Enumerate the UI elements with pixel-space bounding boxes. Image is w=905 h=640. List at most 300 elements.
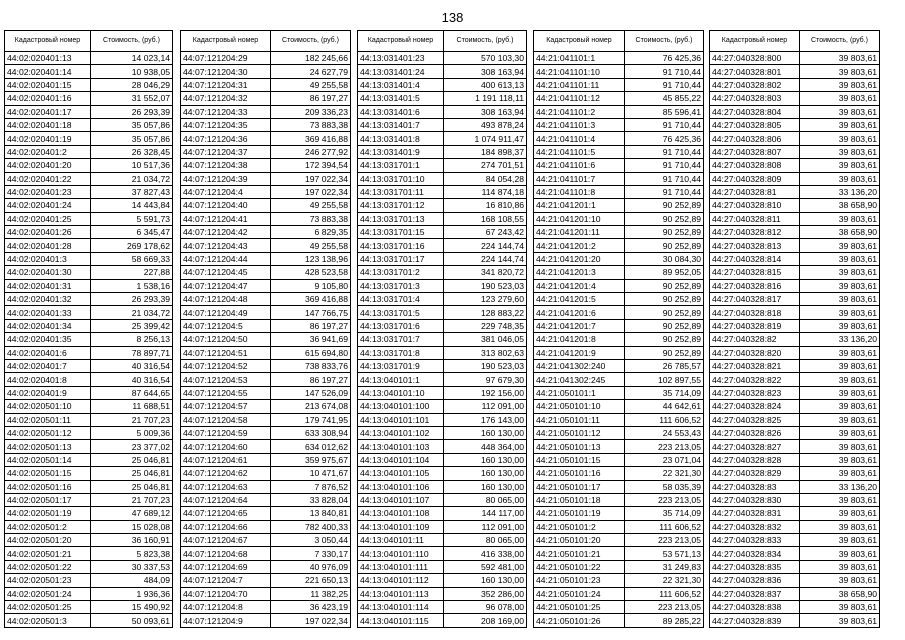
cost-cell: 50 093,61	[91, 614, 173, 627]
cadastral-number-cell: 44:21:050101:22	[534, 560, 625, 573]
cadastral-number-cell: 44:21:050101:1	[534, 386, 625, 399]
table-row	[710, 453, 880, 466]
cost-cell: 36 160,91	[91, 534, 173, 547]
table-row	[358, 293, 527, 306]
cost-cell: 111 606,52	[625, 587, 704, 600]
cadastral-number-cell: 44:02:020401:24	[5, 199, 91, 212]
cadastral-number-cell: 44:27:040328:818	[710, 306, 800, 319]
cadastral-number-cell: 44:27:040328:816	[710, 279, 800, 292]
cost-cell: 5 591,73	[91, 212, 173, 225]
cadastral-number-cell: 44:07:121204:31	[181, 78, 271, 91]
table-row	[710, 105, 880, 118]
table-row	[181, 373, 351, 386]
table-row	[710, 239, 880, 252]
cost-cell: 90 252,89	[625, 346, 704, 359]
cost-cell: 28 046,29	[91, 78, 173, 91]
table-row	[181, 159, 351, 172]
cadastral-number-cell: 44:02:020501:22	[5, 560, 91, 573]
cadastral-number-cell: 44:13:040101:106	[358, 480, 444, 493]
cost-cell: 39 803,61	[800, 426, 880, 439]
table-row	[358, 547, 527, 560]
cadastral-number-cell: 44:13:031701:17	[358, 252, 444, 265]
table-row	[534, 493, 704, 506]
cost-cell: 428 523,58	[271, 266, 351, 279]
cost-cell: 160 130,00	[444, 467, 527, 480]
table-row	[710, 346, 880, 359]
cadastral-number-cell: 44:02:020401:31	[5, 279, 91, 292]
table-row	[5, 105, 173, 118]
cost-cell: 25 046,81	[91, 480, 173, 493]
table-row	[358, 319, 527, 332]
cost-cell: 45 855,22	[625, 92, 704, 105]
cadastral-number-cell: 44:07:121204:45	[181, 266, 271, 279]
page-number: 138	[441, 10, 464, 25]
table-row	[5, 185, 173, 198]
cost-cell: 25 046,81	[91, 453, 173, 466]
table-row	[181, 467, 351, 480]
cost-cell: 223 213,05	[625, 534, 704, 547]
table-row	[710, 440, 880, 453]
cost-cell: 39 803,61	[800, 493, 880, 506]
column-header-cost: Стоимость, (руб.)	[271, 31, 351, 52]
cost-cell: 36 423,19	[271, 601, 351, 614]
cadastral-number-cell: 44:13:031701:12	[358, 199, 444, 212]
table-row	[534, 346, 704, 359]
cost-cell: 23 377,02	[91, 440, 173, 453]
table-row	[534, 159, 704, 172]
cost-cell: 224 144,74	[444, 252, 527, 265]
table-row	[5, 359, 173, 372]
cost-cell: 570 103,30	[444, 52, 527, 65]
table-row	[5, 426, 173, 439]
table-row	[534, 279, 704, 292]
table-row	[5, 413, 173, 426]
cost-cell: 39 803,61	[800, 413, 880, 426]
table-row	[534, 547, 704, 560]
cost-cell: 1 936,36	[91, 587, 173, 600]
cost-cell: 89 285,22	[625, 614, 704, 627]
table-row	[5, 145, 173, 158]
cadastral-number-cell: 44:21:041101:4	[534, 132, 625, 145]
table-row	[710, 319, 880, 332]
cadastral-number-cell: 44:07:121204:65	[181, 507, 271, 520]
cadastral-number-cell: 44:27:040328:830	[710, 493, 800, 506]
table-row	[181, 507, 351, 520]
cadastral-number-cell: 44:02:020501:12	[5, 426, 91, 439]
cadastral-number-cell: 44:27:040328:804	[710, 105, 800, 118]
cost-cell: 90 252,89	[625, 293, 704, 306]
cost-cell: 6 829,35	[271, 226, 351, 239]
cadastral-number-cell: 44:13:031701:2	[358, 266, 444, 279]
cadastral-number-cell: 44:27:040328:822	[710, 373, 800, 386]
cost-cell: 39 803,61	[800, 440, 880, 453]
cost-cell: 33 136,20	[800, 333, 880, 346]
cost-cell: 90 252,89	[625, 279, 704, 292]
table-row	[181, 306, 351, 319]
column-header-cadastral-number: Кадастровый номер	[710, 31, 800, 52]
table-row	[181, 132, 351, 145]
cost-cell: 3 050,44	[271, 534, 351, 547]
cost-cell: 26 785,57	[625, 359, 704, 372]
cadastral-number-cell: 44:21:041101:7	[534, 172, 625, 185]
cost-cell: 91 710,44	[625, 118, 704, 131]
cost-cell: 144 117,00	[444, 507, 527, 520]
cadastral-number-cell: 44:27:040328:808	[710, 159, 800, 172]
cadastral-number-cell: 44:21:050101:19	[534, 507, 625, 520]
cadastral-number-cell: 44:21:041101:8	[534, 185, 625, 198]
cadastral-number-cell: 44:07:121204:32	[181, 92, 271, 105]
table-row	[181, 560, 351, 573]
cost-cell: 39 803,61	[800, 266, 880, 279]
cost-cell: 76 425,36	[625, 52, 704, 65]
cost-cell: 782 400,33	[271, 520, 351, 533]
cost-cell: 90 252,89	[625, 199, 704, 212]
cadastral-number-cell: 44:13:031401:24	[358, 65, 444, 78]
cadastral-number-cell: 44:07:121204:64	[181, 493, 271, 506]
cadastral-number-cell: 44:02:020501:21	[5, 547, 91, 560]
table-row	[5, 212, 173, 225]
cadastral-number-cell: 44:07:121204:39	[181, 172, 271, 185]
cost-cell: 308 163,94	[444, 65, 527, 78]
cost-cell: 10 471,67	[271, 467, 351, 480]
cost-cell: 197 022,34	[271, 185, 351, 198]
cadastral-number-cell: 44:07:121204:7	[181, 574, 271, 587]
table-row	[534, 400, 704, 413]
cost-cell: 39 803,61	[800, 159, 880, 172]
cost-cell: 160 130,00	[444, 480, 527, 493]
table-row	[5, 333, 173, 346]
cost-cell: 112 091,00	[444, 400, 527, 413]
table-row	[534, 386, 704, 399]
cadastral-number-cell: 44:07:121204:52	[181, 359, 271, 372]
table-row	[181, 65, 351, 78]
table-row	[710, 306, 880, 319]
cost-cell: 176 143,00	[444, 413, 527, 426]
cadastral-number-cell: 44:21:050101:11	[534, 413, 625, 426]
table-row	[358, 52, 527, 65]
cost-cell: 86 197,27	[271, 92, 351, 105]
cost-cell: 160 130,00	[444, 453, 527, 466]
table-row	[181, 266, 351, 279]
cadastral-number-cell: 44:27:040328:825	[710, 413, 800, 426]
cost-cell: 39 803,61	[800, 105, 880, 118]
cost-cell: 90 252,89	[625, 239, 704, 252]
table-row	[534, 306, 704, 319]
cadastral-number-cell: 44:21:050101:2	[534, 520, 625, 533]
cost-cell: 39 803,61	[800, 386, 880, 399]
cadastral-number-cell: 44:21:041302:240	[534, 359, 625, 372]
table-row	[181, 453, 351, 466]
table-row	[710, 333, 880, 346]
cadastral-number-cell: 44:13:040101:102	[358, 426, 444, 439]
table-row	[5, 92, 173, 105]
cadastral-number-cell: 44:02:020501:2	[5, 520, 91, 533]
cadastral-number-cell: 44:13:040101:111	[358, 560, 444, 573]
cost-cell: 53 571,13	[625, 547, 704, 560]
cost-cell: 11 688,51	[91, 400, 173, 413]
table-row	[358, 346, 527, 359]
cost-cell: 179 741,95	[271, 413, 351, 426]
cost-cell: 36 941,69	[271, 333, 351, 346]
cadastral-number-cell: 44:27:040328:827	[710, 440, 800, 453]
cadastral-number-cell: 44:27:040328:826	[710, 426, 800, 439]
cadastral-number-cell: 44:21:050101:13	[534, 440, 625, 453]
cadastral-number-cell: 44:02:020501:3	[5, 614, 91, 627]
table-row	[710, 601, 880, 614]
table-row	[5, 293, 173, 306]
table-row	[534, 78, 704, 91]
cadastral-number-cell: 44:07:121204:9	[181, 614, 271, 627]
cadastral-number-cell: 44:13:031701:15	[358, 226, 444, 239]
cost-cell: 592 481,00	[444, 560, 527, 573]
cadastral-number-cell: 44:02:020501:19	[5, 507, 91, 520]
table-row	[5, 587, 173, 600]
table-row	[358, 185, 527, 198]
table-row	[534, 601, 704, 614]
table-row	[181, 534, 351, 547]
table-row	[534, 453, 704, 466]
cadastral-number-cell: 44:21:041101:12	[534, 92, 625, 105]
table-row	[358, 132, 527, 145]
cost-cell: 123 138,96	[271, 252, 351, 265]
cost-cell: 14 023,14	[91, 52, 173, 65]
table-row	[358, 493, 527, 506]
cost-cell: 5 823,38	[91, 547, 173, 560]
cost-cell: 5 009,36	[91, 426, 173, 439]
cost-cell: 10 938,05	[91, 65, 173, 78]
table-row	[181, 145, 351, 158]
cost-cell: 97 679,30	[444, 373, 527, 386]
cost-cell: 85 596,41	[625, 105, 704, 118]
cost-cell: 369 416,88	[271, 293, 351, 306]
cost-cell: 229 748,35	[444, 319, 527, 332]
cost-cell: 39 803,61	[800, 319, 880, 332]
table-row	[181, 346, 351, 359]
cadastral-number-cell: 44:13:040101:1	[358, 373, 444, 386]
table-row	[181, 319, 351, 332]
table-row	[181, 226, 351, 239]
cadastre-table-2	[180, 30, 351, 628]
table-row	[534, 373, 704, 386]
table-row	[5, 547, 173, 560]
cadastral-number-cell: 44:21:041201:2	[534, 239, 625, 252]
cost-cell: 313 802,63	[444, 346, 527, 359]
cost-cell: 448 364,00	[444, 440, 527, 453]
cost-cell: 128 883,22	[444, 306, 527, 319]
cadastral-number-cell: 44:27:040328:820	[710, 346, 800, 359]
cost-cell: 49 255,58	[271, 239, 351, 252]
cadastral-number-cell: 44:13:031701:13	[358, 212, 444, 225]
cost-cell: 147 526,09	[271, 386, 351, 399]
cost-cell: 39 803,61	[800, 614, 880, 627]
cost-cell: 341 820,72	[444, 266, 527, 279]
cadastral-number-cell: 44:27:040328:839	[710, 614, 800, 627]
table-row	[181, 239, 351, 252]
cost-cell: 58 669,33	[91, 252, 173, 265]
table-row	[534, 252, 704, 265]
cadastral-number-cell: 44:07:121204:4	[181, 185, 271, 198]
table-row	[358, 453, 527, 466]
table-row	[358, 199, 527, 212]
cost-cell: 39 803,61	[800, 293, 880, 306]
cost-cell: 90 252,89	[625, 306, 704, 319]
table-row	[358, 440, 527, 453]
table-row	[5, 534, 173, 547]
cadastral-number-cell: 44:27:040328:817	[710, 293, 800, 306]
table-row	[5, 467, 173, 480]
table-row	[181, 480, 351, 493]
table-row	[710, 359, 880, 372]
cost-cell: 615 694,80	[271, 346, 351, 359]
cadastral-number-cell: 44:27:040328:828	[710, 453, 800, 466]
cost-cell: 26 293,39	[91, 293, 173, 306]
table-row	[358, 386, 527, 399]
cost-cell: 40 976,09	[271, 560, 351, 573]
cost-cell: 308 163,94	[444, 105, 527, 118]
cost-cell: 9 105,80	[271, 279, 351, 292]
cost-cell: 208 169,00	[444, 614, 527, 627]
cost-cell: 89 952,05	[625, 266, 704, 279]
cadastral-number-cell: 44:02:020401:7	[5, 359, 91, 372]
cost-cell: 21 707,23	[91, 493, 173, 506]
cost-cell: 493 878,24	[444, 118, 527, 131]
cost-cell: 16 810,86	[444, 199, 527, 212]
cadastral-number-cell: 44:21:050101:15	[534, 453, 625, 466]
table-row	[181, 440, 351, 453]
cost-cell: 39 803,61	[800, 534, 880, 547]
cost-cell: 78 897,71	[91, 346, 173, 359]
table-row	[534, 199, 704, 212]
cost-cell: 91 710,44	[625, 185, 704, 198]
table-row	[181, 426, 351, 439]
cadastral-number-cell: 44:27:040328:838	[710, 601, 800, 614]
table-row	[534, 52, 704, 65]
table-row	[534, 92, 704, 105]
table-row	[710, 159, 880, 172]
cadastral-number-cell: 44:13:040101:11	[358, 534, 444, 547]
cadastral-number-cell: 44:21:050101:23	[534, 574, 625, 587]
table-row	[710, 266, 880, 279]
table-row	[181, 293, 351, 306]
table-row	[710, 145, 880, 158]
cadastral-number-cell: 44:27:040328:806	[710, 132, 800, 145]
column-header-cadastral-number: Кадастровый номер	[181, 31, 271, 52]
cadastral-number-cell: 44:02:020401:35	[5, 333, 91, 346]
cost-cell: 35 057,86	[91, 118, 173, 131]
table-row	[5, 199, 173, 212]
cost-cell: 25 399,42	[91, 319, 173, 332]
cost-cell: 269 178,62	[91, 239, 173, 252]
cost-cell: 35 714,09	[625, 386, 704, 399]
cost-cell: 21 034,72	[91, 306, 173, 319]
cost-cell: 381 046,05	[444, 333, 527, 346]
table-row	[710, 212, 880, 225]
cadastral-number-cell: 44:13:040101:112	[358, 574, 444, 587]
cost-cell: 91 710,44	[625, 78, 704, 91]
cost-cell: 352 286,00	[444, 587, 527, 600]
cadastral-number-cell: 44:07:121204:40	[181, 199, 271, 212]
cadastral-number-cell: 44:07:121204:49	[181, 306, 271, 319]
cost-cell: 39 803,61	[800, 306, 880, 319]
cadastral-number-cell: 44:21:041201:9	[534, 346, 625, 359]
cost-cell: 39 803,61	[800, 65, 880, 78]
cadastral-number-cell: 44:02:020501:13	[5, 440, 91, 453]
table-row	[534, 560, 704, 573]
cost-cell: 213 674,08	[271, 400, 351, 413]
cadastral-number-cell: 44:07:121204:51	[181, 346, 271, 359]
cadastral-number-cell: 44:21:050101:10	[534, 400, 625, 413]
cadastral-number-cell: 44:02:020401:16	[5, 92, 91, 105]
cadastral-number-cell: 44:02:020401:22	[5, 172, 91, 185]
cost-cell: 484,09	[91, 574, 173, 587]
cost-cell: 39 803,61	[800, 132, 880, 145]
cost-cell: 172 394,54	[271, 159, 351, 172]
cost-cell: 39 803,61	[800, 279, 880, 292]
cost-cell: 25 046,81	[91, 467, 173, 480]
table-row	[5, 493, 173, 506]
table-row	[710, 279, 880, 292]
cost-cell: 14 443,84	[91, 199, 173, 212]
cadastral-number-cell: 44:13:031401:23	[358, 52, 444, 65]
cadastral-number-cell: 44:27:040328:810	[710, 199, 800, 212]
cadastral-number-cell: 44:13:031701:8	[358, 346, 444, 359]
table-row	[710, 226, 880, 239]
table-row	[5, 279, 173, 292]
table-row	[5, 159, 173, 172]
cost-cell: 47 689,12	[91, 507, 173, 520]
cost-cell: 23 071,04	[625, 453, 704, 466]
cost-cell: 197 022,34	[271, 172, 351, 185]
cadastral-number-cell: 44:07:121204:53	[181, 373, 271, 386]
table-row	[710, 118, 880, 131]
table-row	[181, 614, 351, 627]
table-row	[710, 293, 880, 306]
cost-cell: 13 840,81	[271, 507, 351, 520]
table-row	[5, 440, 173, 453]
table-row	[5, 118, 173, 131]
column-header-cost: Стоимость, (руб.)	[91, 31, 173, 52]
table-row	[710, 547, 880, 560]
cost-cell: 30 084,30	[625, 252, 704, 265]
cadastral-number-cell: 44:07:121204:29	[181, 52, 271, 65]
table-row	[710, 413, 880, 426]
cadastral-number-cell: 44:21:041201:4	[534, 279, 625, 292]
cadastral-number-cell: 44:07:121204:57	[181, 400, 271, 413]
cost-cell: 30 337,53	[91, 560, 173, 573]
cost-cell: 86 197,27	[271, 319, 351, 332]
cadastral-number-cell: 44:02:020501:25	[5, 601, 91, 614]
cadastral-number-cell: 44:07:121204:43	[181, 239, 271, 252]
cost-cell: 31 249,83	[625, 560, 704, 573]
cadastral-number-cell: 44:07:121204:55	[181, 386, 271, 399]
column-header-cost: Стоимость, (руб.)	[625, 31, 704, 52]
table-row	[181, 400, 351, 413]
cadastral-number-cell: 44:21:041101:10	[534, 65, 625, 78]
cost-cell: 73 883,38	[271, 118, 351, 131]
table-row	[358, 78, 527, 91]
table-row	[710, 172, 880, 185]
cadastral-number-cell: 44:27:040328:833	[710, 534, 800, 547]
table-row	[534, 440, 704, 453]
cadastral-number-cell: 44:02:020401:20	[5, 159, 91, 172]
table-row	[710, 493, 880, 506]
cadastral-number-cell: 44:13:040101:110	[358, 547, 444, 560]
cadastral-number-cell: 44:13:031701:16	[358, 239, 444, 252]
table-row	[181, 172, 351, 185]
cost-cell: 26 293,39	[91, 105, 173, 118]
table-row	[181, 279, 351, 292]
table-row	[5, 386, 173, 399]
